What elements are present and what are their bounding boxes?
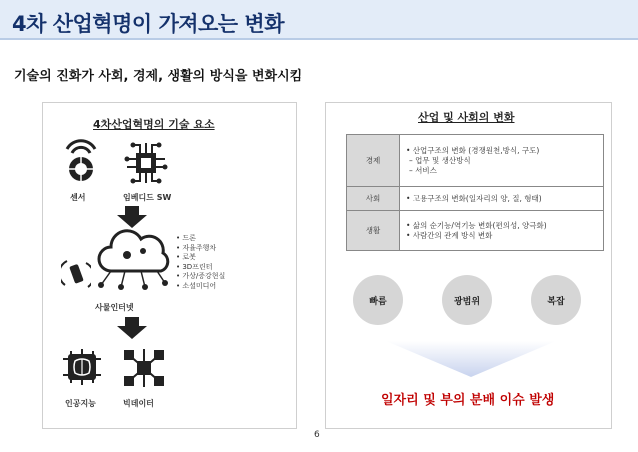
embedded-sw-label: 임베디드 SW [123, 193, 172, 202]
trait-scope: 광범위 [442, 275, 492, 325]
table-row [347, 135, 604, 187]
tech-elements-panel [42, 102, 297, 429]
gradient-arrow-icon [386, 341, 556, 377]
table-row [347, 187, 604, 211]
bullet-item: • 소셜미디어 [176, 281, 217, 290]
result-statement: 일자리 및 부의 분배 이슈 발생 [381, 393, 555, 408]
row-category: 경제 [347, 135, 400, 187]
change-table [346, 134, 604, 251]
row-category: 사회 [347, 187, 400, 211]
row-category: 생활 [347, 211, 400, 251]
ai-brain-icon [61, 347, 103, 387]
row-description: • 산업구조의 변화 (경쟁원천,방식, 구도) – 업무 및 생산방식 – 서비스 [400, 135, 604, 187]
sensor-label: 센서 [70, 193, 86, 202]
tech-bullet-list [176, 234, 225, 292]
bullet-item: • 자율주행차 [176, 243, 217, 252]
bullet-item: • 로봇 [176, 253, 196, 262]
page-number: 6 [314, 430, 320, 440]
sensor-icon [61, 139, 101, 183]
page-title: 4차 산업혁명이 가져오는 변화 [12, 12, 284, 36]
down-arrow-icon [117, 317, 147, 339]
wireless-icon [61, 255, 91, 293]
bullet-item: • 3D프린터 [176, 262, 213, 271]
bullet-item: • 가상/증강현실 [176, 272, 226, 281]
industry-change-panel [325, 102, 612, 429]
chip-icon [123, 141, 169, 185]
bigdata-label: 빅데이터 [123, 399, 154, 408]
row-description: • 고용구조의 변화(일자리의 양, 질, 형태) [400, 187, 604, 211]
industry-change-heading: 산업 및 사회의 변화 [418, 111, 515, 124]
cloud-network-icon [91, 227, 175, 293]
table-row [347, 211, 604, 251]
row-description: • 삶의 순기능/역기능 변화(편의성, 양극화) • 사람간의 관계 방식 변화 [400, 211, 604, 251]
page-subtitle: 기술의 진화가 사회, 경제, 생활의 방식을 변화시킴 [14, 69, 303, 84]
iot-label: 사물인터넷 [95, 303, 134, 312]
bigdata-icon [121, 347, 167, 389]
ai-label: 인공지능 [65, 399, 96, 408]
trait-speed: 빠름 [353, 275, 403, 325]
title-bar [0, 0, 638, 40]
down-arrow-icon [117, 206, 147, 228]
tech-elements-heading: 4차산업혁명의 기술 요소 [93, 118, 215, 131]
bullet-item: • 드론 [176, 234, 196, 242]
trait-complexity: 복잡 [531, 275, 581, 325]
